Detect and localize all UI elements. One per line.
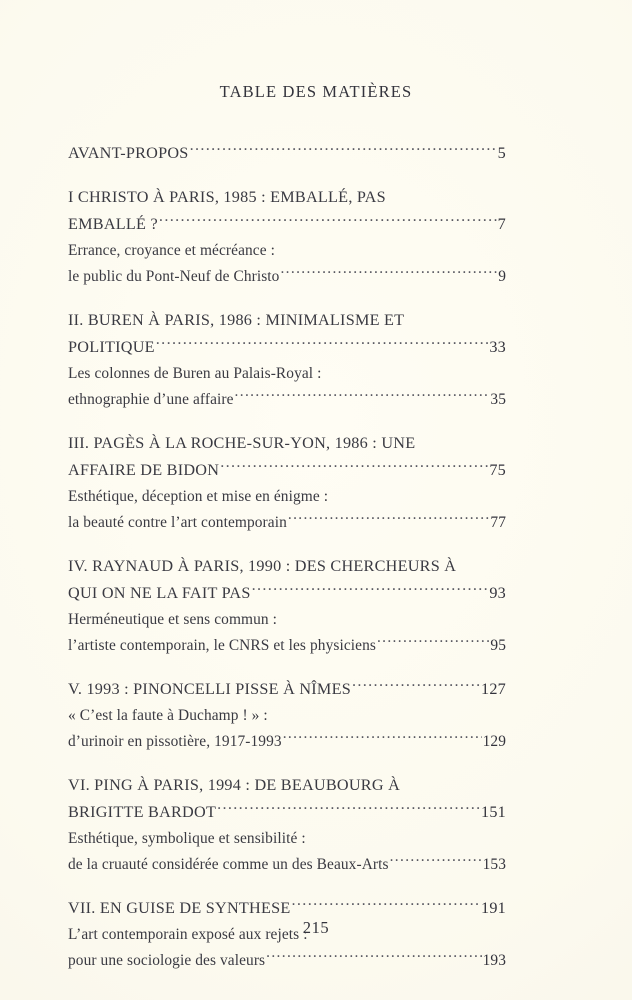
toc-entry-subtitle-text: Les colonnes de Buren au Palais-Royal : xyxy=(68,365,322,382)
toc-entry-subtitle-line[interactable] xyxy=(68,264,506,290)
toc-entry-title-text: POLITIQUE xyxy=(68,338,155,356)
toc-entry xyxy=(68,307,506,413)
dot-leader xyxy=(235,388,490,404)
toc-entry-subtitle-text: pour une sociologie des valeurs xyxy=(68,952,266,969)
toc-entry-title-text: III. PAGÈS À LA ROCHE-SUR-YON, 1986 : UNE xyxy=(68,434,416,452)
toc-entry-subtitle-page: 95 xyxy=(490,637,506,654)
dot-leader xyxy=(252,582,489,598)
toc-entry-subtitle-line[interactable] xyxy=(68,729,506,755)
toc-entry-title-line[interactable] xyxy=(68,140,506,167)
toc-entry-subtitle-text: L’art contemporain exposé aux rejets : xyxy=(68,926,308,943)
toc-entry-title-line[interactable] xyxy=(68,553,506,580)
toc-entry-subtitle-line[interactable] xyxy=(68,607,506,633)
toc-entry-title-text: AFFAIRE DE BIDON xyxy=(68,461,220,479)
toc-entry-list xyxy=(68,140,506,974)
toc-entry-title-text: V. 1993 : PINONCELLI PISSE À NÎMES xyxy=(68,680,351,698)
toc-entry-title-page: 5 xyxy=(497,144,506,162)
toc-entry-subtitle-line[interactable] xyxy=(68,238,506,264)
dot-leader xyxy=(220,459,488,475)
toc-entry xyxy=(68,184,506,290)
toc-entry xyxy=(68,772,506,878)
toc-entry-subtitle-text: « C’est la faute à Duchamp ! » : xyxy=(68,707,268,724)
toc-entry-subtitle-text: ethnographie d’une affaire xyxy=(68,391,234,408)
toc-entry-subtitle-text: la beauté contre l’art contemporain xyxy=(68,514,287,531)
toc-entry-subtitle-line[interactable] xyxy=(68,361,506,387)
toc-entry-title-text: II. BUREN À PARIS, 1986 : MINIMALISME ET xyxy=(68,311,405,329)
toc-entry xyxy=(68,140,506,167)
toc-entry-title-page: 93 xyxy=(489,584,506,602)
toc-entry-title-page: 75 xyxy=(489,461,506,479)
dot-leader xyxy=(280,265,497,281)
toc-entry-subtitle-text: Esthétique, déception et mise en énigme : xyxy=(68,488,329,505)
toc-entry-subtitle-line[interactable] xyxy=(68,387,506,413)
toc-entry-subtitle-page: 35 xyxy=(490,391,506,408)
toc-entry-subtitle-page: 77 xyxy=(490,514,506,531)
toc-entry-title-line[interactable] xyxy=(68,211,506,238)
toc-entry-title-line[interactable] xyxy=(68,184,506,211)
dot-leader xyxy=(217,801,480,817)
toc-entry-subtitle-page: 193 xyxy=(482,952,506,969)
dot-leader xyxy=(283,730,482,746)
toc-entry-subtitle-line[interactable] xyxy=(68,948,506,974)
toc-entry-title-line[interactable] xyxy=(68,676,506,703)
toc-entry xyxy=(68,430,506,536)
toc-entry-title-line[interactable] xyxy=(68,307,506,334)
toc-entry-title-page: 127 xyxy=(480,680,506,698)
toc-entry-subtitle-page: 153 xyxy=(482,856,506,873)
toc-entry-subtitle-line[interactable] xyxy=(68,826,506,852)
toc-entry-title-text: AVANT-PROPOS xyxy=(68,144,189,162)
dot-leader xyxy=(292,897,480,913)
toc-entry-subtitle-line[interactable] xyxy=(68,510,506,536)
toc-entry-subtitle-line[interactable] xyxy=(68,852,506,878)
toc-entry-subtitle-page: 9 xyxy=(498,268,506,285)
toc-entry-title-line[interactable] xyxy=(68,430,506,457)
toc-entry-title-text: I CHRISTO À PARIS, 1985 : EMBALLÉ, PAS xyxy=(68,188,386,206)
toc-entry-title-line[interactable] xyxy=(68,580,506,607)
toc-entry-subtitle-line[interactable] xyxy=(68,633,506,659)
toc-entry-title-page: 151 xyxy=(480,803,506,821)
toc-entry xyxy=(68,676,506,755)
dot-leader xyxy=(377,634,489,650)
toc-entry-title-page: 191 xyxy=(480,899,506,917)
dot-leader xyxy=(266,949,481,965)
toc-entry-title-text: IV. RAYNAUD À PARIS, 1990 : DES CHERCHEURS À xyxy=(68,557,457,575)
toc-entry-title-page: 33 xyxy=(489,338,506,356)
toc-entry-title-text: EMBALLÉ ? xyxy=(68,215,158,233)
dot-leader xyxy=(190,142,497,158)
toc-entry-title-page: 7 xyxy=(497,215,506,233)
dot-leader xyxy=(390,853,482,869)
toc-entry xyxy=(68,553,506,659)
toc-entry-subtitle-text: d’urinoir en pissotière, 1917-1993 xyxy=(68,733,282,750)
dot-leader xyxy=(156,336,489,352)
toc-entry-subtitle-text: l’artiste contemporain, le CNRS et les physiciens xyxy=(68,637,376,654)
toc-entry-subtitle-text: Herméneutique et sens commun : xyxy=(68,611,278,628)
page-title: TABLE DES MATIÈRES xyxy=(219,82,413,101)
dot-leader xyxy=(159,213,497,229)
toc-entry-subtitle-text: Errance, croyance et mécréance : xyxy=(68,242,275,259)
toc-entry-subtitle-line[interactable] xyxy=(68,703,506,729)
dot-leader xyxy=(288,511,490,527)
folio-page-number: 215 xyxy=(302,918,330,937)
toc-entry-subtitle-text: de la cruauté considérée comme un des Beaux-Arts xyxy=(68,856,389,873)
toc-entry-subtitle-text: le public du Pont-Neuf de Christo xyxy=(68,268,280,285)
toc-entry-title-text: BRIGITTE BARDOT xyxy=(68,803,217,821)
dot-leader xyxy=(352,678,480,694)
toc-entry-title-text: VII. EN GUISE DE SYNTHESE xyxy=(68,899,291,917)
toc-entry-title-line[interactable] xyxy=(68,334,506,361)
toc-entry-subtitle-line[interactable] xyxy=(68,484,506,510)
toc-entry-subtitle-text: Esthétique, symbolique et sensibilité : xyxy=(68,830,306,847)
toc-entry-subtitle-page: 129 xyxy=(482,733,506,750)
toc-entry-title-line[interactable] xyxy=(68,457,506,484)
toc-entry-title-text: VI. PING À PARIS, 1994 : DE BEAUBOURG À xyxy=(68,776,401,794)
toc-entry-title-line[interactable] xyxy=(68,799,506,826)
toc-entry-title-line[interactable] xyxy=(68,772,506,799)
toc-entry-title-text: QUI ON NE LA FAIT PAS xyxy=(68,584,251,602)
